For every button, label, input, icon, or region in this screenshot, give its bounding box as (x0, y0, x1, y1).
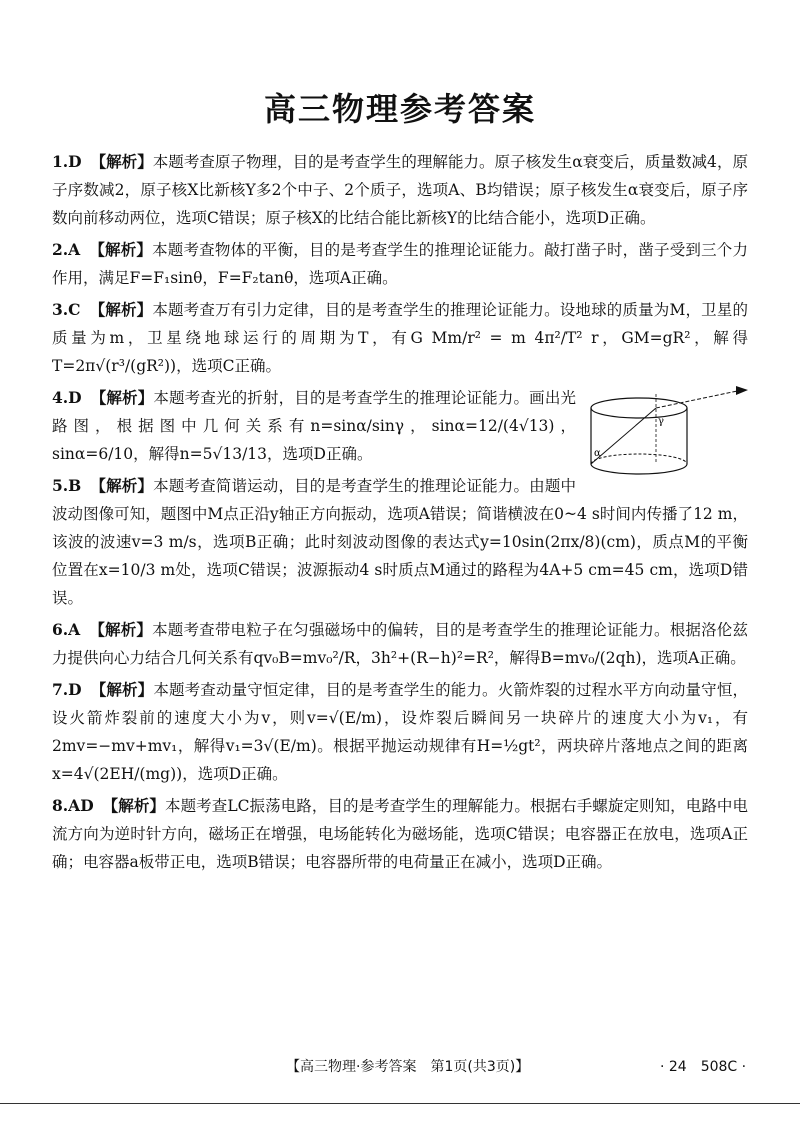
answer-text: 本题考查万有引力定律，目的是考查学生的推理论证能力。设地球的质量为M，卫星的质量为m，卫星绕地球运行的周期为T，有G Mm/r² = m 4π²/T² r，GM=gR²，解得T=2π√(r³/(gR²))，选项C正确。 (52, 301, 748, 375)
answer-text: 本题考查LC振荡电路，目的是考查学生的理解能力。根据右手螺旋定则知，电路中电流方向为逆时针方向，磁场正在增强，电场能转化为磁场能，选项C错误；电容器正在放电，选项A正确；电容器a板带正电，选项B错误；电容器所带的电荷量正在减小，选项D正确。 (52, 797, 748, 871)
answer-number: 1.D (52, 152, 82, 171)
answer-text: 本题考查物体的平衡，目的是考查学生的推理论证能力。敲打凿子时，凿子受到三个力作用，满足F=F₁sinθ，F=F₂tanθ，选项A正确。 (52, 241, 748, 287)
answer-number: 5.B (52, 476, 82, 495)
analysis-tag: 【解析】 (90, 389, 154, 407)
analysis-tag: 【解析】 (89, 301, 153, 319)
analysis-tag: 【解析】 (89, 241, 153, 259)
answer-item-1 (52, 148, 748, 232)
answer-text: 本题考查原子物理，目的是考查学生的理解能力。原子核发生α衰变后，质量数减4，原子序数减2，原子核X比新核Y多2个中子、2个质子，选项A、B均错误；原子核发生α衰变后，原子序数向前移动两位，选项C错误；原子核X的比结合能比新核Y的比结合能小，选项D正确。 (52, 153, 748, 227)
bottom-divider (0, 1103, 800, 1104)
answer-number: 2.A (52, 240, 81, 259)
page-title: 高三物理参考答案 (263, 90, 536, 128)
answer-item-3 (52, 296, 748, 380)
answer-text: 本题考查光的折射，目的是考查学生的推理论证能力。画出光路图，根据图中几何关系有n=sinα/sinγ，sinα=12/(4√13)，sinα=6/10，解得n=5√13/13，选项D正确。 (52, 389, 576, 463)
answer-number: 7.D (52, 680, 82, 699)
answer-number: 4.D (52, 388, 82, 407)
analysis-tag: 【解析】 (90, 477, 154, 495)
footer-page-info: 【高三物理·参考答案 第1页(共3页)】 (286, 1059, 530, 1075)
answer-number: 3.C (52, 300, 81, 319)
light-path-figure (584, 384, 754, 476)
answer-text: 本题考查带电粒子在匀强磁场中的偏转，目的是考查学生的推理论证能力。根据洛伦兹力提供向心力结合几何关系有qv₀B=mv₀²/R，3h²+(R−h)²=R²，解得B=mv₀/(2qh)，选项A正确。 (52, 621, 748, 667)
footer-code: · 24 508C · (660, 1059, 747, 1075)
analysis-tag: 【解析】 (90, 681, 154, 699)
answer-item-8 (52, 792, 748, 876)
answer-text: 本题考查动量守恒定律，目的是考查学生的能力。火箭炸裂的过程水平方向动量守恒，设火箭炸裂前的速度大小为v，则v=√(E/m)，设炸裂后瞬间另一块碎片的速度大小为v₁，有2mv=−mv+mv₁，解得v₁=3√(E/m)。根据平抛运动规律有H=½gt²，两块碎片落地点之间的距离x=4√(2EH/(mg))，选项D正确。 (52, 681, 748, 783)
answer-list (52, 148, 748, 880)
answer-item-5 (52, 472, 748, 612)
answer-item-6 (52, 616, 748, 672)
analysis-tag: 【解析】 (90, 153, 153, 171)
answer-item-7 (52, 676, 748, 788)
answer-number: 8.AD (52, 796, 94, 815)
answer-item-4 (52, 384, 748, 468)
answer-text: 本题考查简谐运动，目的是考查学生的推理论证能力。由题中波动图像可知，题图中M点正沿y轴正方向振动，选项A错误；简谐横波在0~4 s时间内传播了12 m，该波的波速v=3 m/s，选项B正确；此时刻波动图像的表达式y=10sin(2πx/8)(cm)，质点M的平衡位置在x=10/3 m处，选项C错误；波源振动4 s时质点M通过的路程为4A+5 cm=45 cm，选项D错误。 (52, 477, 748, 607)
eye-icon (736, 386, 748, 395)
analysis-tag: 【解析】 (102, 797, 165, 815)
angle-alpha-label: α (594, 448, 601, 459)
answer-number: 6.A (52, 620, 81, 639)
angle-gamma-label: γ (658, 416, 664, 427)
analysis-tag: 【解析】 (89, 621, 153, 639)
answer-item-2 (52, 236, 748, 292)
